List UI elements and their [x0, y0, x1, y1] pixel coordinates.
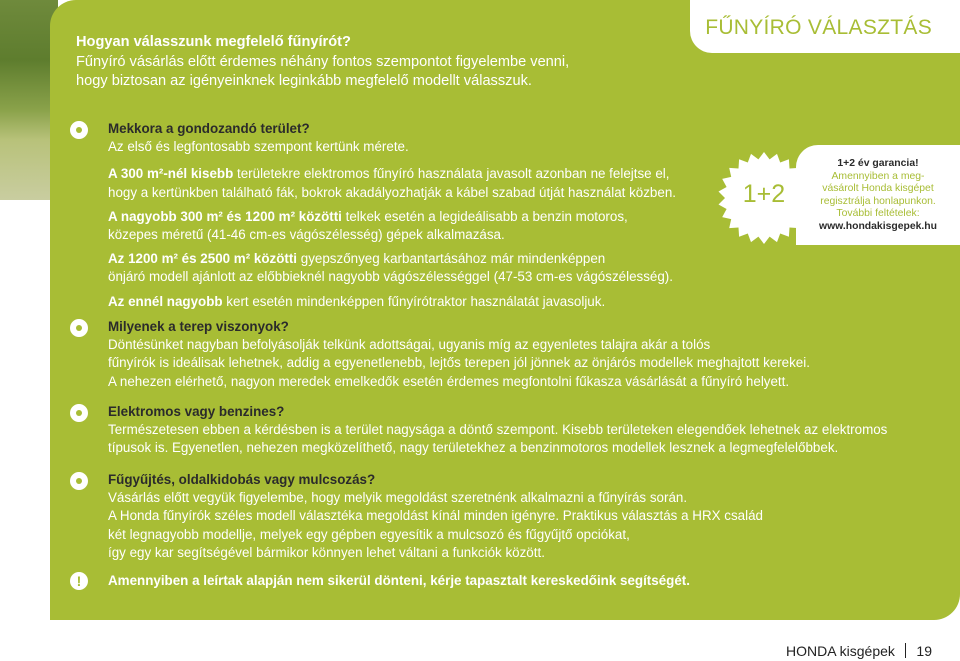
paragraph-text: területekre elektromos fűnyíró használata javasolt azonban ne felejtse el, [233, 166, 670, 182]
page-number: 19 [916, 643, 932, 659]
section-body [108, 403, 887, 458]
paragraph [108, 293, 676, 311]
warning-text: Amennyiben a leírtak alapján nem sikerül dönteni, kérje tapasztalt kereskedőink segítségét. [108, 573, 690, 588]
footer-divider [905, 643, 907, 658]
intro [76, 33, 676, 92]
warranty-title: 1+2 év garancia! [837, 158, 919, 169]
paragraph-bold: Az 1200 m² és 2500 m² közötti [108, 251, 298, 267]
category-title: FŰNYÍRÓ VÁLASZTÁS [705, 16, 932, 39]
paragraph-text: kert esetén mindenképpen fűnyírótraktor használatát javasoljuk. [222, 293, 606, 309]
warranty-text: regisztrálja honlapunkon. [820, 195, 936, 207]
warranty-url[interactable]: www.hondakisgepek.hu [819, 220, 937, 232]
bullet-icon [70, 472, 88, 490]
paragraph-text: hogy a kertünkben található fák, bokrok akadályozhatják a kábel szabad útját használat közben. [108, 184, 676, 200]
section-subtitle: Az első és legfontosabb szempont kertünk mérete. [108, 139, 409, 155]
paragraph-bold: A nagyobb 300 m² és 1200 m² közötti [108, 208, 342, 224]
section-title: Milyenek a terep viszonyok? [108, 319, 289, 334]
section-title: Mekkora a gondozandó terület? [108, 121, 310, 136]
paragraph [108, 165, 676, 201]
paragraph [108, 208, 676, 244]
paragraph-text: önjáró modell ajánlott az előbbieknél nagyobb vágószélességgel (47-53 cm-es vágószélesség). [108, 269, 673, 285]
warranty-text: vásárolt Honda kisgépet [822, 183, 934, 195]
section-text: A nehezen elérhető, nagyon meredek emelkedők esetén érdemes megfontolni fűkasza vásárlását a fűnyíró helyett. [108, 373, 790, 389]
intro-line: hogy biztosan az igényeinknek leginkább megfelelő modellt válasszuk. [76, 73, 532, 89]
section-title: Fűgyűjtés, oldalkidobás vagy mulcsozás? [108, 472, 376, 487]
bullet-icon [70, 404, 88, 422]
paragraph-text: gyepszőnyeg karbantartásához már mindenképpen [297, 251, 606, 267]
exclamation-icon: ! [70, 572, 88, 590]
section-text: Természetesen ebben a kérdésben is a terület nagysága a döntő szempont. Kisebb területeken elegendőek lehetnek az elektromos [108, 422, 888, 438]
section-body [108, 120, 676, 311]
page-footer [786, 643, 932, 659]
bullet-icon [70, 121, 88, 139]
paragraph-text: közepes méretű (41-46 cm-es vágószélesség) gépek alkalmazása. [108, 227, 505, 243]
paragraph [108, 250, 676, 286]
bullet-icon [70, 319, 88, 337]
badge-label: 1+2 [742, 180, 786, 208]
warranty-box [796, 145, 960, 245]
intro-line: Fűnyíró vásárlás előtt érdemes néhány fontos szempontot figyelembe venni, [76, 53, 570, 70]
section-text: két legnagyobb modellje, melyek egy gépben egyesítik a mulcsozó és fűgyűjtő opciókat, [108, 526, 630, 542]
section-body [108, 471, 763, 562]
section-text: így egy kar segítségével bármikor könnyen lehet váltani a funkciók között. [108, 544, 545, 560]
warranty-text: További feltételek: [836, 208, 920, 220]
section-text: Vásárlás előtt vegyük figyelembe, hogy melyik megoldást szeretnénk alkalmazni a fűnyírás során. [108, 490, 688, 506]
paragraph-bold: A 300 m²-nél kisebb [108, 166, 234, 182]
section-text: típusok is. Egyenetlen, nehezen megközelíthető, nagy területekhez a benzinmotoros modellek lesznek a legmegfelelőbbek. [108, 440, 839, 456]
intro-title: Hogyan válasszunk megfelelő fűnyírót? [76, 34, 351, 50]
section-text: A Honda fűnyírók széles modell választéka megoldást kínál minden igényre. Praktikus választás a HRX család [108, 508, 763, 524]
section-text: fűnyírók is ideálisak lehetnek, addig a egyenetlenebb, lejtős terepen jól jönnek az önjárós modellek meghajtott kerekei. [108, 355, 810, 371]
section-title: Elektromos vagy benzines? [108, 404, 285, 419]
warranty-text: Amennyiben a meg- [831, 170, 925, 182]
section-text: Döntésünket nagyban befolyásolják telkünk adottságai, ugyanis míg az egyenletes talajra akár a tolós [108, 337, 711, 353]
footer-brand: HONDA kisgépek [785, 643, 895, 659]
section-body [108, 318, 810, 391]
paragraph-text: telkek esetén a legideálisabb a benzin motoros, [341, 208, 628, 224]
paragraph-bold: Az ennél nagyobb [108, 293, 223, 309]
